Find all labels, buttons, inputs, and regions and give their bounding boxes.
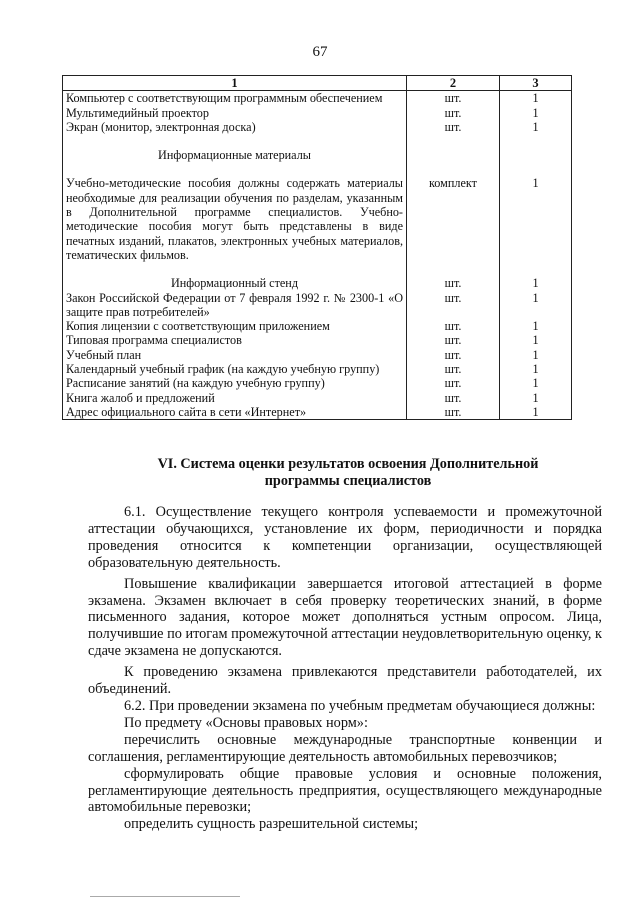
item-name-cell: Расписание занятий (на каждую учебную группу)	[63, 376, 407, 390]
paragraph: К проведению экзамена привлекаются представители работодателей, их объединений.	[88, 664, 602, 698]
unit-cell	[407, 148, 500, 162]
table-row	[63, 405, 572, 420]
table-row	[63, 148, 572, 162]
item-name-cell: Копия лицензии с соответствующим приложением	[63, 319, 407, 333]
unit-cell: комплект	[407, 176, 500, 262]
table-row	[63, 376, 572, 390]
item-name-cell: Информационные материалы	[63, 148, 407, 162]
unit-cell: шт.	[407, 319, 500, 333]
table-header-row	[63, 76, 572, 91]
item-name-cell: Закон Российской Федерации от 7 февраля 1992 г. № 2300-1 «О защите прав потребителей»	[63, 291, 407, 320]
quantity-cell: 1	[500, 176, 572, 262]
quantity-cell: 1	[500, 120, 572, 134]
unit-cell: шт.	[407, 405, 500, 420]
unit-cell: шт.	[407, 106, 500, 120]
table-cell	[500, 162, 572, 176]
table-row	[63, 362, 572, 376]
equipment-table	[62, 75, 572, 420]
table-row	[63, 91, 572, 106]
column-header: 1	[63, 76, 407, 91]
table-spacer-row	[63, 162, 572, 176]
item-name-cell: Информационный стенд	[63, 276, 407, 290]
paragraph: 6.2. При проведении экзамена по учебным предметам обучающиеся должны:	[124, 697, 596, 714]
table-row	[63, 391, 572, 405]
item-name-cell: Мультимедийный проектор	[63, 106, 407, 120]
item-name-cell: Книга жалоб и предложений	[63, 391, 407, 405]
table-row	[63, 319, 572, 333]
section-title	[62, 456, 634, 490]
quantity-cell	[500, 148, 572, 162]
quantity-cell: 1	[500, 319, 572, 333]
table-row	[63, 333, 572, 347]
paragraph: сформулировать общие правовые условия и основные положения, регламентирующие деятельность предприятия, осуществляющего международные автомобильные перевозки;	[88, 765, 602, 816]
item-name-cell: Типовая программа специалистов	[63, 333, 407, 347]
quantity-cell: 1	[500, 376, 572, 390]
column-header: 2	[407, 76, 500, 91]
item-name-cell: Экран (монитор, электронная доска)	[63, 120, 407, 134]
table-cell	[407, 262, 500, 276]
table-spacer-row	[63, 134, 572, 148]
table-cell	[63, 162, 407, 176]
table-cell	[500, 134, 572, 148]
quantity-cell: 1	[500, 291, 572, 320]
unit-cell: шт.	[407, 291, 500, 320]
quantity-cell: 1	[500, 405, 572, 420]
unit-cell: шт.	[407, 120, 500, 134]
paragraph: 6.1. Осуществление текущего контроля успеваемости и промежуточной аттестации обучающихся, установление их форм, периодичности и порядка проведения относится к компетенции организации, осуществляющей образовательную деятельность.	[88, 504, 602, 571]
footer-rule	[90, 896, 240, 897]
table-body	[63, 91, 572, 420]
table-cell	[407, 162, 500, 176]
column-header: 3	[500, 76, 572, 91]
quantity-cell: 1	[500, 333, 572, 347]
table-row	[63, 291, 572, 320]
paragraph: По предмету «Основы правовых норм»:	[124, 714, 368, 731]
paragraph: перечислить основные международные транспортные конвенции и соглашения, регламентирующие деятельность автомобильных перевозчиков;	[88, 731, 602, 765]
section-title-line: VI. Система оценки результатов освоения Дополнительной	[157, 456, 539, 472]
table-cell	[63, 134, 407, 148]
table-row	[63, 120, 572, 134]
unit-cell: шт.	[407, 348, 500, 362]
unit-cell: шт.	[407, 376, 500, 390]
quantity-cell: 1	[500, 348, 572, 362]
quantity-cell: 1	[500, 391, 572, 405]
paragraph: Повышение квалификации завершается итоговой аттестацией в форме экзамена. Экзамен включает в себя проверку теоретических знаний, в форме письменного задания, которое может дополняться устным опросом. Лица, получившие по итогам промежуточной аттестации неудовлетворительную оценку, к сдаче экзамена не допускаются.	[88, 575, 602, 660]
unit-cell: шт.	[407, 362, 500, 376]
item-name-cell: Учебный план	[63, 348, 407, 362]
table-cell	[407, 134, 500, 148]
unit-cell: шт.	[407, 276, 500, 290]
unit-cell: шт.	[407, 333, 500, 347]
item-name-cell: Адрес официального сайта в сети «Интернет»	[63, 405, 407, 420]
item-name-cell: Учебно-методические пособия должны содержать материалы необходимые для реализации обучения по разделам, указанным в Дополнительной программе специалистов. Учебно-методические пособия могут быть представлены в виде печатных изданий, плакатов, электронных учебных материалов, тематических фильмов.	[63, 176, 407, 262]
table-spacer-row	[63, 262, 572, 276]
item-name-cell: Календарный учебный график (на каждую учебную группу)	[63, 362, 407, 376]
table-row	[63, 276, 572, 290]
paragraph: определить сущность разрешительной системы;	[124, 816, 419, 833]
table-cell	[63, 262, 407, 276]
quantity-cell: 1	[500, 106, 572, 120]
item-name-cell: Компьютер с соответствующим программным обеспечением	[63, 91, 407, 106]
table-cell	[500, 262, 572, 276]
quantity-cell: 1	[500, 362, 572, 376]
table-row	[63, 176, 572, 262]
quantity-cell: 1	[500, 91, 572, 106]
body-text	[88, 504, 602, 833]
section-title-line: программы специалистов	[264, 473, 432, 489]
quantity-cell: 1	[500, 276, 572, 290]
table-row	[63, 106, 572, 120]
unit-cell: шт.	[407, 391, 500, 405]
page-number: 67	[312, 44, 328, 60]
table-row	[63, 348, 572, 362]
unit-cell: шт.	[407, 91, 500, 106]
